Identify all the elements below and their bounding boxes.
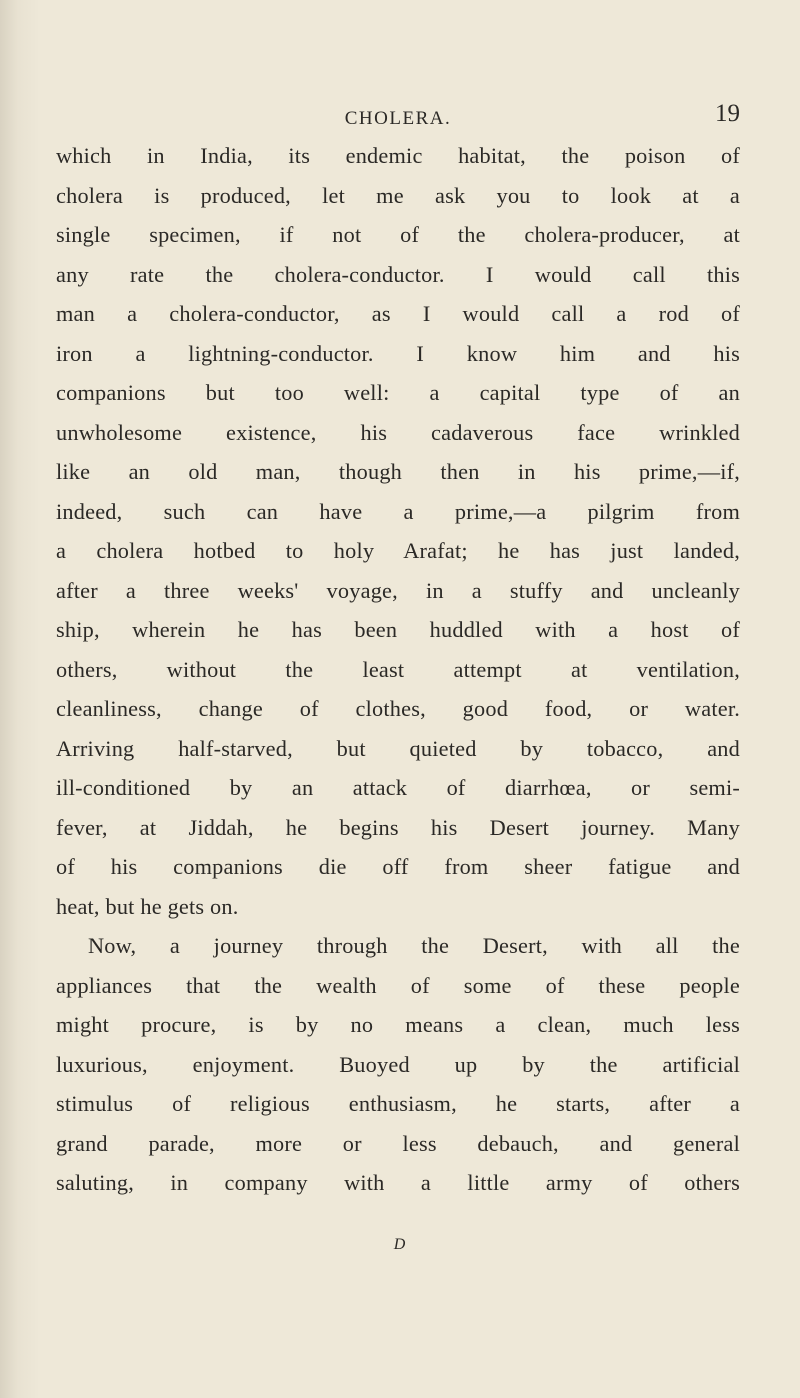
text-line: Arriving half-starved, but quieted by tobacco, and [56, 735, 740, 761]
text-line: companions but too well: a capital type of an [56, 380, 740, 405]
text-line: heat, but he gets on. [56, 893, 239, 919]
text-line: like an old man, though then in his prime,—if, [56, 459, 740, 484]
text-line: a cholera hotbed to holy Arafat; he has just landed, [56, 538, 740, 563]
text-line: luxurious, enjoyment. Buoyed up by the artificial [56, 1051, 740, 1077]
text-line: Now, a journey through the Desert, with all the [88, 933, 740, 958]
text-line: cholera is produced, let me ask you to look at a [56, 182, 740, 208]
text-line: grand parade, more or less debauch, and general [56, 1130, 740, 1156]
text-line: man a cholera-conductor, as I would call a rod of [56, 301, 740, 326]
running-head [56, 100, 740, 136]
signature-mark: D [393, 1236, 407, 1253]
text-line: appliances that the wealth of some of these people [56, 972, 740, 998]
text-line: which in India, its endemic habitat, the poison of [56, 143, 740, 168]
text-line: ship, wherein he has been huddled with a host of [56, 617, 740, 642]
text-line: saluting, in company with a little army of others [56, 1170, 740, 1195]
text-line: after a three weeks' voyage, in a stuffy and uncleanly [56, 577, 740, 603]
text-line: single specimen, if not of the cholera-producer, at [56, 222, 740, 247]
text-line: stimulus of religious enthusiasm, he starts, after a [56, 1091, 740, 1116]
text-line: any rate the cholera-conductor. I would call this [56, 261, 740, 287]
text-line: ill-conditioned by an attack of diarrhœa, or semi- [56, 775, 740, 800]
text-line: iron a lightning-conductor. I know him and his [56, 340, 740, 366]
text-line: of his companions die off from sheer fatigue and [56, 854, 740, 879]
page-number: 19 [715, 100, 740, 127]
text-line: unwholesome existence, his cadaverous face wrinkled [56, 419, 740, 445]
text-line: fever, at Jiddah, he begins his Desert journey. Many [56, 814, 740, 840]
running-title: CHOLERA. [344, 108, 452, 129]
text-line: others, without the least attempt at ventilation, [56, 656, 740, 682]
body-text [56, 136, 740, 1203]
text-line: cleanliness, change of clothes, good food, or water. [56, 696, 740, 721]
text-line: might procure, is by no means a clean, much less [56, 1012, 740, 1037]
text-line: indeed, such can have a prime,—a pilgrim from [56, 498, 740, 524]
